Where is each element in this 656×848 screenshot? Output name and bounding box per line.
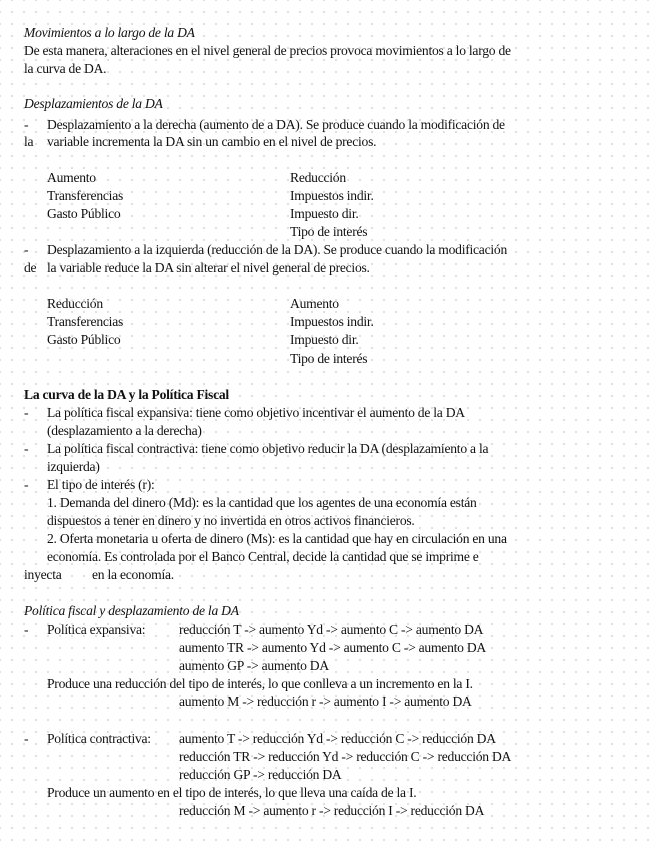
factor-col1-item: Aumento <box>47 170 96 185</box>
policy-note: Produce una reducción del tipo de interés, lo que conlleva a un incremento en la I. <box>47 676 473 691</box>
list-item-line: izquierda) <box>47 459 100 474</box>
factor-col2-item: Reducción <box>290 170 346 185</box>
list-item-line: (desplazamiento a la derecha) <box>47 423 202 438</box>
effect-chain: reducción GP -> reducción DA <box>179 767 342 782</box>
section-heading-movimientos: Movimientos a lo largo de la DA <box>24 25 195 40</box>
factor-col1-item: Transferencias <box>47 188 124 203</box>
list-item-line: El tipo de interés (r): <box>47 477 155 492</box>
factor-col2-item: Impuestos indir. <box>290 188 374 203</box>
policy-label: Política expansiva: <box>47 622 146 637</box>
effect-chain: reducción TR -> reducción Yd -> reducción C -> reducción DA <box>179 749 512 764</box>
factor-col2-item: Impuestos indir. <box>290 314 374 329</box>
sub-item-line: 2. Oferta monetaria u oferta de dinero (Ms): es la cantidad que hay en circulación en una <box>47 531 507 546</box>
section-heading-politica-fiscal: La curva de la DA y la Política Fiscal <box>24 387 229 402</box>
right-shift-prefix: la <box>24 134 34 149</box>
list-item-line: La política fiscal contractiva: tiene como objetivo reducir la DA (desplazamiento a la <box>47 441 489 456</box>
effect-chain: aumento M -> reducción r -> aumento I -> aumento DA <box>179 694 472 709</box>
factor-col2-item: Tipo de interés <box>290 224 368 239</box>
factor-col1-item: Transferencias <box>47 314 124 329</box>
effect-chain: aumento TR -> aumento Yd -> aumento C -> aumento DA <box>179 640 486 655</box>
policy-label: Política contractiva: <box>47 731 151 746</box>
right-shift-line: variable incrementa la DA sin un cambio en el nivel de precios. <box>47 134 377 149</box>
factor-col2-item: Impuesto dir. <box>290 332 359 347</box>
right-shift-line: Desplazamiento a la derecha (aumento de a DA). Se produce cuando la modificación de <box>47 117 505 132</box>
left-shift-line: Desplazamiento a la izquierda (reducción de la DA). Se produce cuando la modificación <box>47 242 507 257</box>
left-shift-line: la variable reduce la DA sin alterar el nivel general de precios. <box>47 260 370 275</box>
left-shift-prefix: de <box>24 260 37 275</box>
bullet-dash: - <box>24 622 29 637</box>
paragraph-line: la curva de DA. <box>24 61 107 76</box>
factor-col2-item: Tipo de interés <box>290 351 368 366</box>
effect-chain: reducción T -> aumento Yd -> aumento C -> aumento DA <box>179 622 484 637</box>
bullet-dash: - <box>24 405 29 420</box>
sub-item-line: 1. Demanda del dinero (Md): es la cantidad que los agentes de una economía están <box>47 495 477 510</box>
section-heading-desplazamientos: Desplazamientos de la DA <box>24 96 163 111</box>
bullet-dash: - <box>24 441 29 456</box>
sub-item-line: dispuestos a tener en dinero y no invertida en otros activos financieros. <box>47 513 415 528</box>
sub-item-line: economía. Es controlada por el Banco Central, decide la cantidad que se imprime e <box>47 549 479 564</box>
effect-chain: aumento GP -> aumento DA <box>179 658 329 673</box>
factor-col2-item: Aumento <box>290 296 339 311</box>
bullet-dash: - <box>24 477 29 492</box>
sub-item-prefix: inyecta <box>24 567 62 582</box>
section-heading-politica-desplazamiento: Política fiscal y desplazamiento de la DA <box>24 603 239 618</box>
list-item-line: La política fiscal expansiva: tiene como objetivo incentivar el aumento de la DA <box>47 405 465 420</box>
paragraph-line: De esta manera, alteraciones en el nivel general de precios provoca movimientos a lo largo de <box>24 43 511 58</box>
sub-item-line: en la economía. <box>92 567 174 582</box>
bullet-dash: - <box>24 117 29 132</box>
policy-note: Produce un aumento en el tipo de interés, lo que lleva una caída de la I. <box>47 785 417 800</box>
factor-col2-item: Impuesto dir. <box>290 206 359 221</box>
factor-col1-item: Reducción <box>47 296 103 311</box>
bullet-dash: - <box>24 242 29 257</box>
effect-chain: aumento T -> reducción Yd -> reducción C -> reducción DA <box>179 731 496 746</box>
factor-col1-item: Gasto Público <box>47 332 121 347</box>
factor-col1-item: Gasto Público <box>47 206 121 221</box>
effect-chain: reducción M -> aumento r -> reducción I -> reducción DA <box>179 803 485 818</box>
bullet-dash: - <box>24 731 29 746</box>
